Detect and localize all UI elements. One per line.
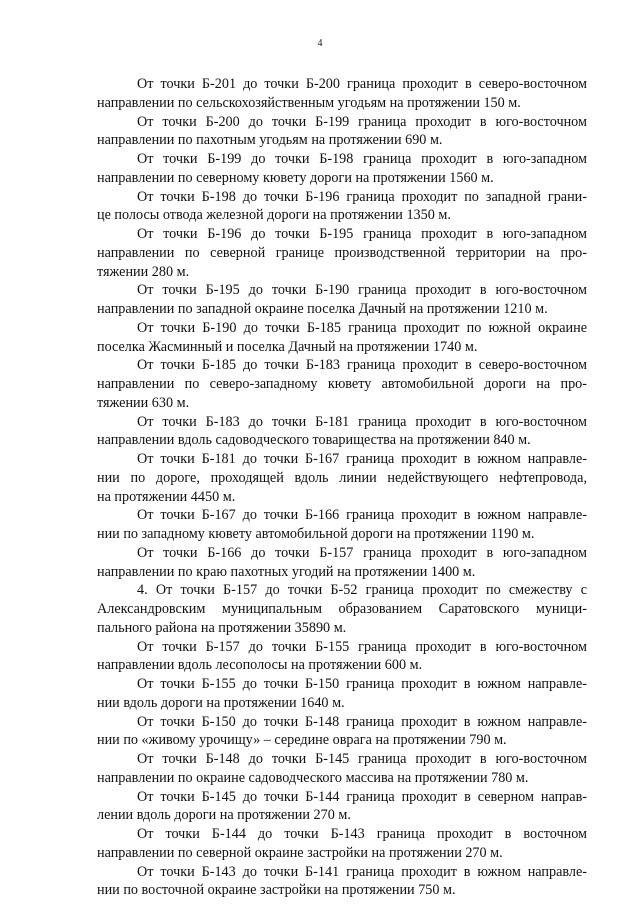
paragraph-line: направлении по северному кювету дороги на протяжении 1560 м. (97, 169, 494, 186)
paragraph-line: нии по западному кювету автомобильной дороги на протяжении 1190 м. (97, 526, 535, 542)
paragraph (97, 506, 587, 544)
paragraph-line: От точки Б-200 до точки Б-199 граница проходит в юго-восточном (137, 113, 587, 130)
paragraph (97, 713, 587, 751)
paragraph (97, 281, 587, 319)
paragraph-line: направлении по краю пахотных угодий на протяжении 1400 м. (97, 563, 476, 580)
paragraph-line: направлении по западной окраине поселка Дачный на протяжении 1210 м. (97, 301, 548, 317)
paragraph-line: От точки Б-150 до точки Б-148 граница проходит в южном направле- (137, 713, 587, 730)
paragraph (97, 581, 587, 637)
paragraph (97, 750, 587, 788)
paragraph-line: направлении по пахотным угодьям на протяжении 690 м. (97, 132, 443, 149)
paragraph-line: направлении вдоль садоводческого товарищества на протяжении 840 м. (97, 432, 531, 449)
paragraph-line: От точки Б-166 до точки Б-157 граница проходит в юго-западном (137, 544, 587, 561)
paragraph-line: От точки Б-167 до точки Б-166 граница проходит в южном направле- (137, 507, 587, 524)
paragraph (97, 544, 587, 582)
paragraph (97, 113, 587, 151)
paragraph (97, 825, 587, 863)
paragraph (97, 413, 587, 451)
paragraph-line: нии по восточной окраине застройки на протяжении 750 м. (97, 882, 456, 899)
paragraph-line: От точки Б-181 до точки Б-167 граница проходит в южном направле- (137, 451, 587, 467)
paragraph (97, 150, 587, 188)
paragraph-line: лении вдоль дороги на протяжении 270 м. (97, 807, 351, 824)
paragraph-line: От точки Б-155 до точки Б-150 граница проходит в южном направле- (137, 676, 587, 692)
paragraph-line: Александровским муниципальным образованием Саратовского муници- (97, 601, 587, 617)
paragraph-line: От точки Б-201 до точки Б-200 граница проходит в северо-восточном (137, 76, 587, 92)
paragraph-line: От точки Б-199 до точки Б-198 граница проходит в юго-западном (137, 151, 587, 167)
paragraph-line: направлении вдоль лесополосы на протяжении 600 м. (97, 657, 423, 674)
paragraph-line: нии вдоль дороги на протяжении 1640 м. (97, 694, 345, 711)
paragraph-line: От точки Б-144 до точки Б-143 граница проходит в восточном (137, 826, 587, 842)
paragraph-line: направлении по сельскохозяйственным угодьям на протяжении 150 м. (97, 94, 521, 111)
paragraph-line: пального района на протяжении 35890 м. (97, 619, 347, 636)
paragraph (97, 75, 587, 113)
paragraph-line: 4. От точки Б-157 до точки Б-52 граница проходит по смежеству с (137, 582, 587, 599)
paragraph-line: От точки Б-145 до точки Б-144 граница проходит в северном направ- (137, 788, 587, 805)
paragraph (97, 319, 587, 357)
paragraph-line: тяжении 630 м. (97, 394, 190, 411)
paragraph (97, 356, 587, 412)
paragraph-line: це полосы отвода железной дороги на протяжении 1350 м. (97, 207, 451, 224)
paragraph-line: От точки Б-148 до точки Б-145 граница проходит в юго-восточном (137, 751, 587, 767)
paragraph-line: От точки Б-190 до точки Б-185 граница проходит по южной окраине (137, 319, 587, 336)
paragraph-line: направлении по северной границе производственной территории на про- (97, 244, 587, 261)
paragraph-line: направлении по окраине садоводческого массива на протяжении 780 м. (97, 769, 529, 786)
paragraph (97, 675, 587, 713)
paragraph-line: От точки Б-143 до точки Б-141 граница проходит в южном направле- (137, 863, 587, 880)
paragraph (97, 450, 587, 506)
paragraph-line: От точки Б-185 до точки Б-183 граница проходит в северо-восточном (137, 357, 587, 374)
paragraph-line: От точки Б-198 до точки Б-196 граница проходит по западной грани- (137, 188, 587, 205)
paragraph-line: От точки Б-195 до точки Б-190 граница проходит в юго-восточном (137, 282, 587, 299)
paragraph (97, 863, 587, 901)
paragraph-line: тяжении 280 м. (97, 263, 190, 280)
paragraph-line: поселка Жасминный и поселка Дачный на протяжении 1740 м. (97, 338, 478, 355)
paragraph-line: От точки Б-196 до точки Б-195 граница проходит в юго-западном (137, 226, 587, 242)
paragraph (97, 225, 587, 281)
paragraph-line: нии по дороге, проходящей вдоль линии недействующего нефтепровода, (97, 469, 587, 486)
document-body (97, 75, 587, 900)
paragraph-line: От точки Б-157 до точки Б-155 граница проходит в юго-восточном (137, 638, 587, 655)
paragraph-line: нии по «живому урочищу» – середине оврага на протяжении 790 м. (97, 732, 507, 749)
paragraph (97, 788, 587, 826)
paragraph (97, 638, 587, 676)
paragraph-line: на протяжении 4450 м. (97, 488, 236, 505)
paragraph (97, 188, 587, 226)
paragraph-line: направлении по северо-западному кювету автомобильной дороги на про- (97, 376, 587, 392)
page-number: 4 (317, 38, 323, 49)
paragraph-line: От точки Б-183 до точки Б-181 граница проходит в юго-восточном (137, 413, 587, 430)
paragraph-line: направлении по северной окраине застройки на протяжении 270 м. (97, 844, 503, 861)
